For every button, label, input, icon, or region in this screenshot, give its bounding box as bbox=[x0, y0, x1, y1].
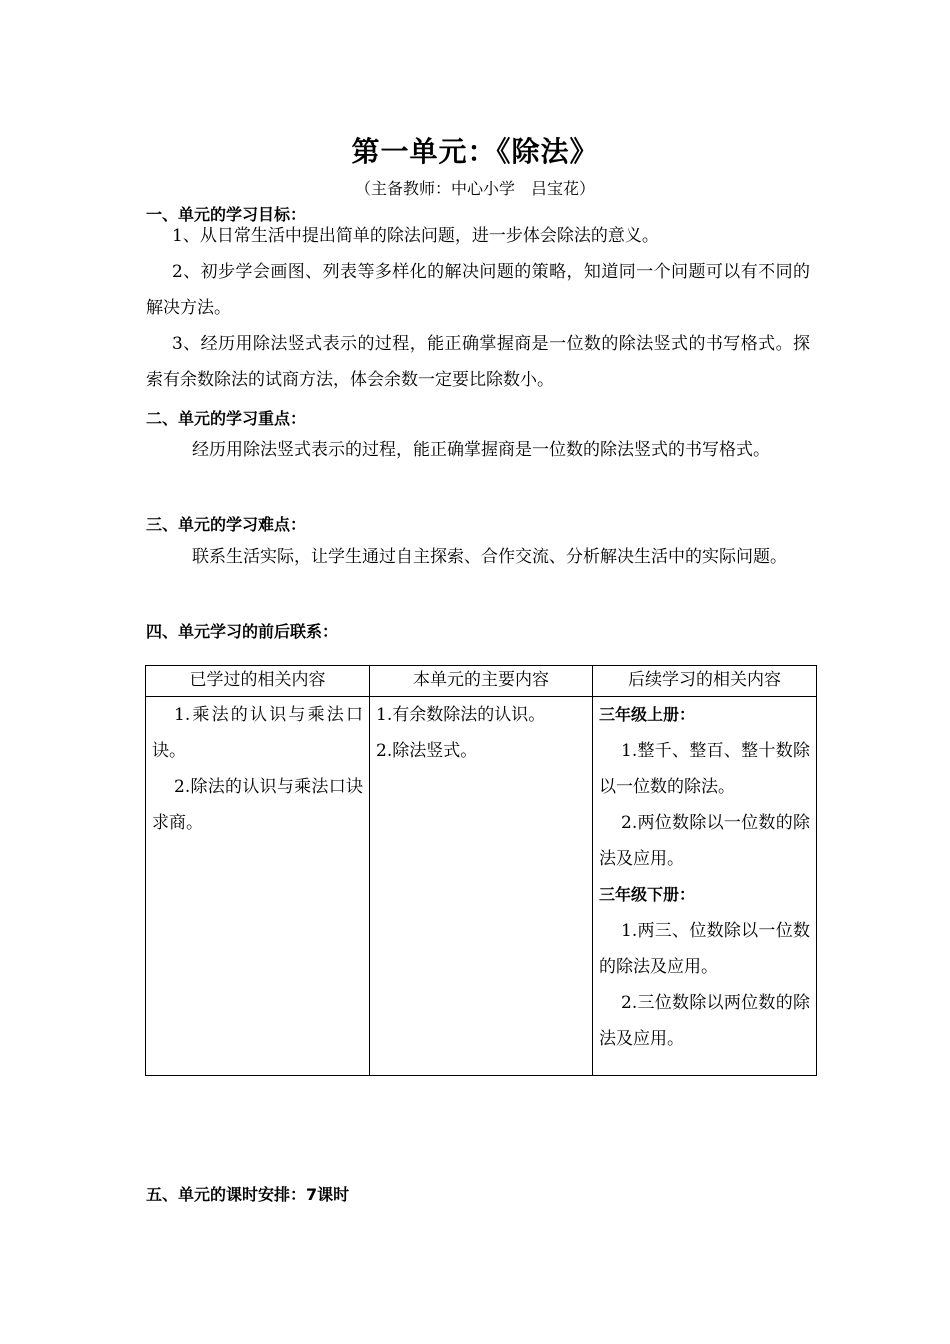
cell-prior bbox=[146, 697, 370, 1076]
current-item-2: 2.除法竖式。 bbox=[376, 741, 478, 761]
upper-item-2: 2.两位数除以一位数的除法及应用。 bbox=[599, 813, 810, 869]
grade3-upper-label: 三年级上册： bbox=[599, 705, 696, 724]
table-row bbox=[146, 697, 817, 1076]
header-later: 后续学习的相关内容 bbox=[593, 666, 817, 697]
prior-item-2: 2.除法的认识与乘法口诀求商。 bbox=[152, 777, 363, 833]
table-header-row bbox=[146, 666, 817, 697]
section-heading-goals: 一、单元的学习目标： bbox=[146, 205, 307, 224]
goal-item-2: 2、初步学会画图、列表等多样化的解决问题的策略，知道同一个问题可以有不同的解决方法。 bbox=[146, 262, 810, 318]
lower-item-1: 1.两三、位数除以一位数的除法及应用。 bbox=[599, 921, 810, 977]
cell-current bbox=[370, 697, 593, 1076]
section-heading-schedule: 五、单元的课时安排：7课时 bbox=[146, 1185, 350, 1204]
key-points-text: 经历用除法竖式表示的过程，能正确掌握商是一位数的除法竖式的书写格式。 bbox=[192, 440, 770, 460]
goal-item-3: 3、经历用除法竖式表示的过程，能正确掌握商是一位数的除法竖式的书写格式。探索有余数除法的试商方法，体会余数一定要比除数小。 bbox=[146, 334, 810, 390]
page-subtitle: （主备教师：中心小学 吕宝花） bbox=[354, 179, 595, 198]
lower-item-2: 2.三位数除以两位数的除法及应用。 bbox=[599, 993, 810, 1049]
header-prior: 已学过的相关内容 bbox=[146, 666, 370, 697]
current-item-1: 1.有余数除法的认识。 bbox=[376, 705, 546, 725]
grade3-lower-label: 三年级下册： bbox=[599, 885, 696, 904]
page-title: 第一单元：《除法》 bbox=[351, 135, 599, 168]
section-heading-difficulties: 三、单元的学习难点： bbox=[146, 515, 307, 534]
header-current: 本单元的主要内容 bbox=[370, 666, 593, 697]
goal-item-1: 1、从日常生活中提出简单的除法问题，进一步体会除法的意义。 bbox=[172, 226, 659, 246]
upper-item-1: 1.整千、整百、整十数除以一位数的除法。 bbox=[599, 741, 810, 797]
cell-later bbox=[593, 697, 817, 1076]
difficulties-text: 联系生活实际，让学生通过自主探索、合作交流、分析解决生活中的实际问题。 bbox=[192, 547, 787, 567]
connections-table bbox=[145, 665, 817, 1076]
prior-item-1: 1.乘法的认识与乘法口诀。 bbox=[152, 705, 363, 761]
section-heading-key-points: 二、单元的学习重点： bbox=[146, 409, 307, 428]
section-heading-connections: 四、单元学习的前后联系： bbox=[146, 622, 339, 641]
